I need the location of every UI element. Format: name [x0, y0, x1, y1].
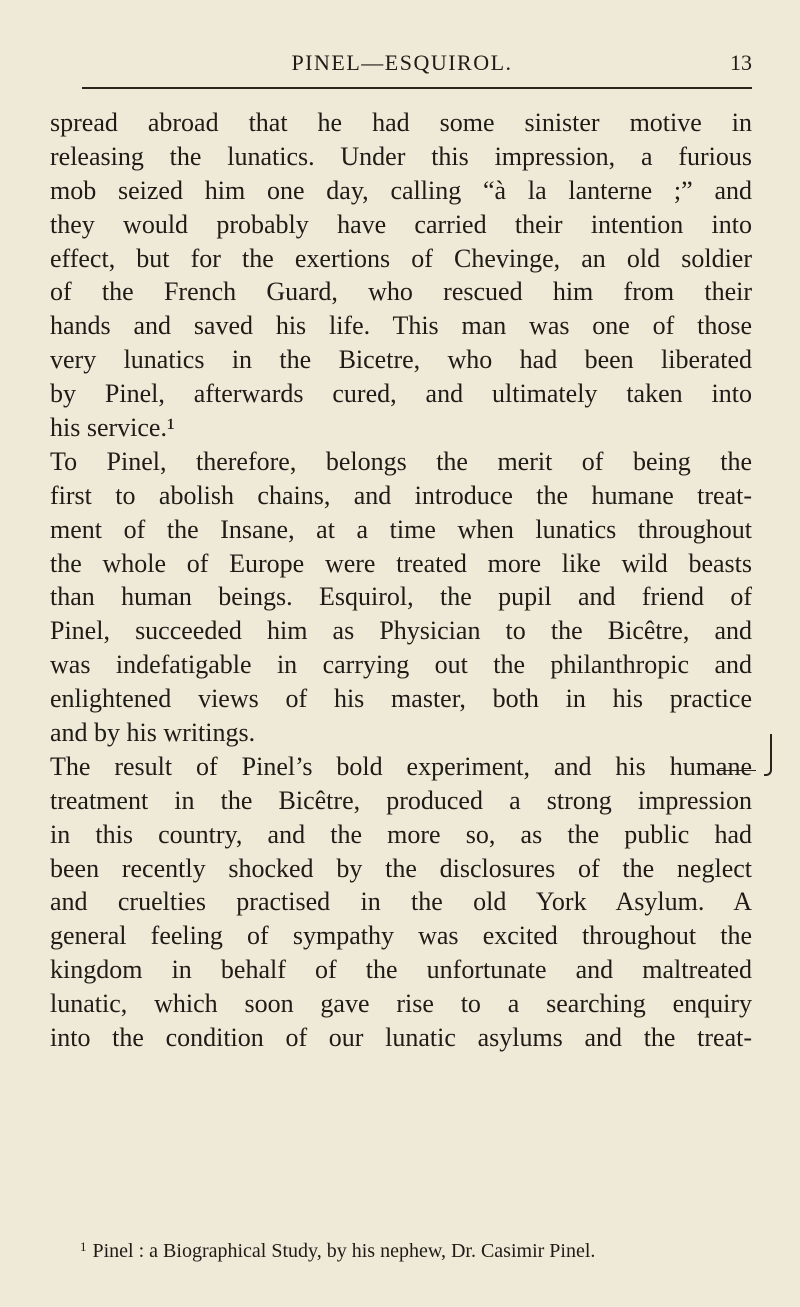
text-line: general feeling of sympathy was excited throughout the [50, 921, 752, 951]
text-line: his service.¹ [50, 413, 175, 443]
text-line: into the condition of our lunatic asylums and the treat- [50, 1023, 752, 1053]
page-header [52, 50, 752, 86]
text-line: kingdom in behalf of the unfortunate and maltreated [50, 955, 752, 985]
text-line: by Pinel, afterwards cured, and ultimately taken into [50, 379, 752, 409]
text-line: hands and saved his life. This man was one of those [50, 311, 752, 341]
text-line: Pinel, succeeded him as Physician to the Bicêtre, and [50, 616, 752, 646]
text-line: been recently shocked by the disclosures of the neglect [50, 853, 752, 883]
text-line: and cruelties practised in the old York Asylum. A [50, 887, 752, 917]
text-line: the whole of Europe were treated more like wild beasts [50, 548, 752, 578]
running-head: PINEL—ESQUIROL. [291, 50, 513, 75]
text-line: treatment in the Bicêtre, produced a strong impression [50, 785, 752, 815]
footnote [80, 1233, 752, 1265]
text-line: and by his writings. [50, 718, 256, 748]
text-line: releasing the lunatics. Under this impression, a furious [50, 141, 752, 171]
page-number: 13 [730, 50, 752, 75]
text-line: lunatic, which soon gave rise to a searching enquiry [50, 989, 752, 1019]
text-line: To Pinel, therefore, belongs the merit of being the [50, 446, 752, 476]
footnote-text: Pinel : a Biographical Study, by his nephew, Dr. Casimir Pinel. [92, 1240, 596, 1262]
text-line: very lunatics in the Bicetre, who had been liberated [50, 345, 752, 375]
margin-bracket-mark [764, 734, 772, 776]
text-line: than human beings. Esquirol, the pupil and friend of [50, 582, 752, 612]
text-line: enlightened views of his master, both in his practice [50, 684, 752, 714]
text-line: of the French Guard, who rescued him from their [50, 277, 752, 307]
text-line: mob seized him one day, calling “à la lanterne ;” and [50, 175, 752, 205]
body-text [50, 106, 752, 1055]
text-line: was indefatigable in carrying out the philanthropic and [50, 650, 752, 680]
header-rule [82, 87, 752, 89]
text-line: effect, but for the exertions of Chevinge, an old soldier [50, 243, 752, 273]
footnote-marker: 1 [80, 1239, 87, 1254]
text-line: first to abolish chains, and introduce the humane treat- [50, 480, 752, 510]
text-line: ment of the Insane, at a time when lunatics throughout [50, 514, 752, 544]
text-line: The result of Pinel’s bold experiment, and his humane [50, 751, 752, 781]
margin-bracket-stroke [716, 770, 756, 771]
text-line: in this country, and the more so, as the public had [50, 819, 752, 849]
text-line: they would probably have carried their intention into [50, 209, 752, 239]
text-line: spread abroad that he had some sinister motive in [50, 108, 752, 137]
